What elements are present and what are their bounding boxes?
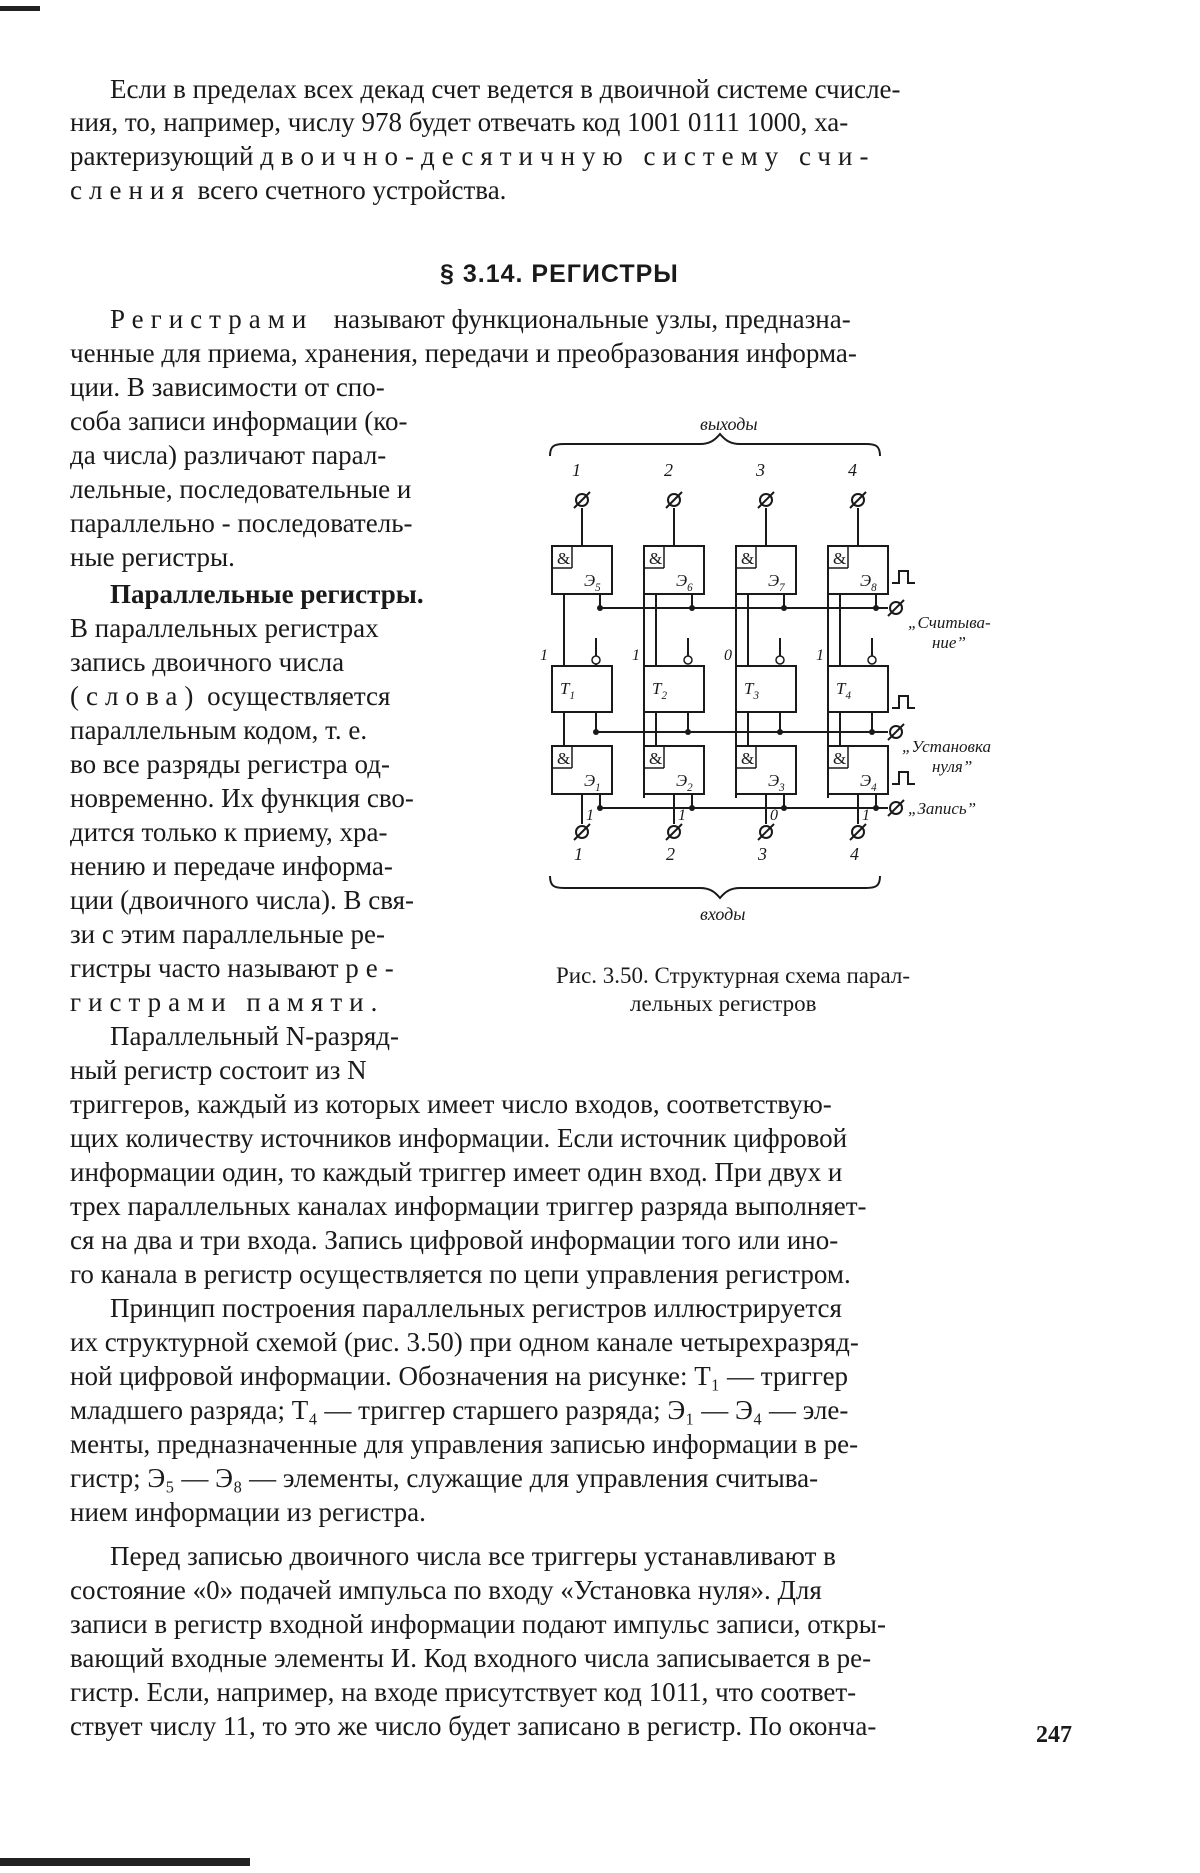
text-line: ной цифровой информации. Обозначения на рисунке: Т₁ — триггер <box>70 1361 849 1391</box>
pulse-icon <box>892 571 915 583</box>
text-line: состояние «0» подачей импульса по входу «Установка нуля». Для <box>70 1575 822 1605</box>
text-line: во все разряды регистра од- <box>70 749 390 779</box>
input-bit: 1 <box>678 807 686 824</box>
input-bit: 1 <box>862 807 870 824</box>
output-number: 4 <box>848 460 857 480</box>
text-line: гистр; Э₅ — Э₈ — элементы, служащие для управления считыва- <box>70 1463 819 1493</box>
junction-dot <box>781 605 787 611</box>
text-line: параллельным кодом, т. е. <box>70 715 368 745</box>
inputs-brace <box>550 876 880 898</box>
spaced-term: Регистрами <box>110 304 314 334</box>
write-label: „Запись” <box>908 799 977 818</box>
text-line <box>70 139 875 173</box>
inverter-dot <box>684 656 692 664</box>
stored-bit: 1 <box>540 647 548 664</box>
gate-label: $Э_1$ <box>584 771 601 794</box>
junction-dot <box>873 605 879 611</box>
spaced-term: гистрами памяти. <box>70 987 385 1017</box>
input-number: 2 <box>666 844 675 864</box>
text-line: информации один, то каждый триггер имеет один вход. При двух и <box>70 1157 843 1187</box>
gate-symbol: & <box>741 749 755 768</box>
text-line: го канала в регистр осуществляется по цепи управления регистром. <box>70 1259 851 1289</box>
stored-bit: 0 <box>724 647 732 664</box>
outputs-brace <box>550 434 880 456</box>
inverter-dot <box>868 656 876 664</box>
reset-label: „Установка <box>902 737 991 756</box>
text-line: младшего разряда; Т₄ — триггер старшего разряда; Э₁ — Э₄ — эле- <box>70 1395 849 1425</box>
spaced-term: двоично-десятичную систему счи- <box>260 141 876 171</box>
trigger-label: $T_2$ <box>652 679 667 702</box>
figure-caption: Рис. 3.50. Структурная схема парал- <box>556 963 911 988</box>
text-line <box>70 679 390 713</box>
gate-label: $Э_4$ <box>860 771 877 794</box>
text-fragment: гистры часто называют <box>70 953 339 983</box>
junction-dot <box>689 605 695 611</box>
section-heading: § 3.14. РЕГИСТРЫ <box>440 260 679 288</box>
outputs-label: выходы <box>700 414 758 434</box>
input-bit: 0 <box>770 807 778 824</box>
text-line: ся на два и три входа. Запись цифровой информации того или ино- <box>70 1225 839 1255</box>
text-line <box>70 173 506 207</box>
gate-label: $Э_5$ <box>584 571 601 594</box>
scan-edge-mark <box>0 6 40 11</box>
text-line: Параллельный N-разряд- <box>110 1021 399 1051</box>
gate-label: $Э_2$ <box>676 771 693 794</box>
junction-dot <box>593 729 599 735</box>
stored-bit: 1 <box>632 647 640 664</box>
text-line: зи с этим параллельные ре- <box>70 919 385 949</box>
gate-label: $Э_8$ <box>860 571 877 594</box>
gate-symbol: & <box>557 549 571 568</box>
spaced-term: ре- <box>345 953 401 983</box>
text-fragment: рактеризующий <box>70 141 254 171</box>
text-line: да числа) различают парал- <box>70 440 387 470</box>
text-fragment: всего счетного устройства. <box>197 175 507 205</box>
junction-dot <box>597 805 603 811</box>
trigger-label: $T_4$ <box>836 679 851 702</box>
text-line: В параллельных регистрах <box>70 613 379 643</box>
junction-dot <box>685 729 691 735</box>
text-line: ствует числу 11, то это же число будет записано в регистр. По оконча- <box>70 1711 877 1741</box>
text-line: Перед записью двоичного числа все триггеры устанавливают в <box>110 1541 836 1571</box>
stored-bit: 1 <box>816 647 824 664</box>
gate-label: $Э_7$ <box>768 571 785 594</box>
gate-symbol: & <box>741 549 755 568</box>
text-fragment: называют функциональные узлы, предназна- <box>333 304 851 334</box>
spaced-term: (слова) <box>70 681 201 711</box>
text-line: новременно. Их функция сво- <box>70 783 414 813</box>
read-label: ние” <box>932 633 966 652</box>
pulse-icon <box>892 696 915 708</box>
text-line: ный регистр состоит из N <box>70 1055 367 1085</box>
text-line: их структурной схемой (рис. 3.50) при одном канале четырехразряд- <box>70 1327 859 1357</box>
text-line: ции (двоичного числа). В свя- <box>70 885 415 915</box>
text-line: ции. В зависимости от спо- <box>70 372 385 402</box>
input-number: 4 <box>850 844 859 864</box>
text-line <box>110 302 851 336</box>
junction-dot <box>873 805 879 811</box>
gate-label: $Э_3$ <box>768 771 785 794</box>
read-label: „Считыва- <box>908 613 991 632</box>
figure-caption: лельных регистров <box>630 991 817 1016</box>
inverter-dot <box>592 656 600 664</box>
text-line: запись двоичного числа <box>70 647 345 677</box>
gate-label: $Э_6$ <box>676 571 693 594</box>
inputs-label: входы <box>700 904 746 924</box>
text-line: Если в пределах всех декад счет ведется в двоичной системе счисле- <box>110 74 901 104</box>
text-line: лельные, последовательные и <box>70 474 412 504</box>
text-line: записи в регистр входной информации подают импульс записи, откры- <box>70 1609 886 1639</box>
spaced-term: сления <box>70 175 191 205</box>
text-line: ные регистры. <box>70 542 235 572</box>
text-line: гистр. Если, например, на входе присутствует код 1011, что соответ- <box>70 1677 857 1707</box>
text-line: ченные для приема, хранения, передачи и преобразования информа- <box>70 338 857 368</box>
junction-dot <box>689 805 695 811</box>
text-line: трех параллельных каналах информации триггер разряда выполняет- <box>70 1191 867 1221</box>
junction-dot <box>597 605 603 611</box>
junction-dot <box>781 805 787 811</box>
text-line: нием информации из регистра. <box>70 1497 426 1527</box>
output-number: 3 <box>756 460 765 480</box>
text-line: соба записи информации (ко- <box>70 406 408 436</box>
register-diagram <box>540 414 1080 928</box>
trigger-label: $T_1$ <box>560 679 575 702</box>
text-line: Принцип построения параллельных регистров иллюстрируется <box>110 1293 842 1323</box>
text-line: вающий входные элементы И. Код входного числа записывается в ре- <box>70 1643 872 1673</box>
trigger-label: $T_3$ <box>744 679 759 702</box>
pulse-icon <box>892 772 915 784</box>
output-number: 2 <box>664 460 673 480</box>
gate-symbol: & <box>557 749 571 768</box>
text-line: параллельно - последователь- <box>70 508 413 538</box>
gate-symbol: & <box>649 749 663 768</box>
text-fragment: осуществляется <box>207 681 391 711</box>
scan-edge-mark <box>0 1858 250 1866</box>
input-number: 3 <box>758 844 767 864</box>
junction-dot <box>869 729 875 735</box>
text-line <box>70 951 401 985</box>
input-number: 1 <box>574 844 583 864</box>
text-line: щих количеству источников информации. Если источник цифровой <box>70 1123 848 1153</box>
reset-label: нуля” <box>932 757 973 776</box>
gate-symbol: & <box>833 749 847 768</box>
subsection-title: Параллельные регистры. <box>110 579 424 609</box>
junction-dot <box>777 729 783 735</box>
output-number: 1 <box>572 460 581 480</box>
text-line: ния, то, например, числу 978 будет отвечать код 1001 0111 1000, ха- <box>70 107 849 137</box>
inverter-dot <box>776 656 784 664</box>
page-number: 247 <box>1036 1722 1072 1748</box>
gate-symbol: & <box>833 549 847 568</box>
text-line: триггеров, каждый из которых имеет число входов, соответствую- <box>70 1089 832 1119</box>
gate-symbol: & <box>649 549 663 568</box>
input-bit: 1 <box>586 807 594 824</box>
text-line: нению и передаче информа- <box>70 851 393 881</box>
text-line: дится только к приему, хра- <box>70 817 388 847</box>
text-line: менты, предназначенные для управления записью информации в ре- <box>70 1429 859 1459</box>
